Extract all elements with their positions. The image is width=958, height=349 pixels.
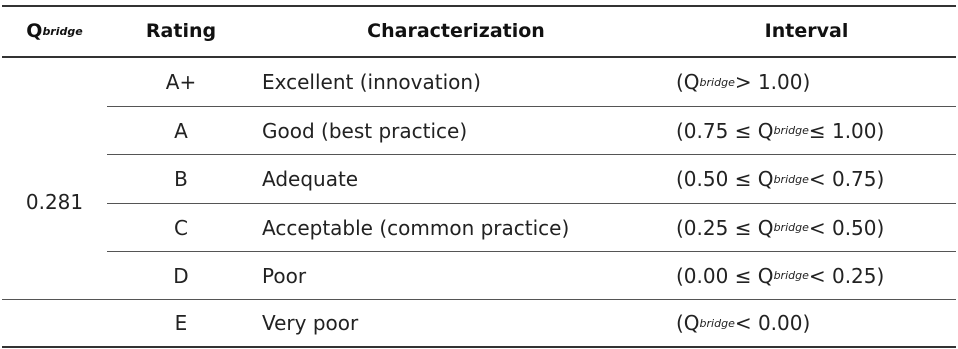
interval-suffix: < 0.00) — [734, 311, 811, 335]
interval-prefix: (0.75 ≤ Q — [676, 118, 774, 143]
interval-prefix: (Q — [676, 70, 700, 94]
rating-cell: A — [174, 118, 188, 143]
interval-cell — [676, 155, 956, 203]
header-interval: Interval — [764, 20, 849, 42]
characterization-cell: Acceptable (common practice) — [262, 215, 570, 240]
header-rating: Rating — [145, 20, 217, 42]
header-characterization: Characterization — [367, 20, 545, 42]
interval-suffix: ≤ 1.00) — [808, 118, 885, 143]
interval-cell — [676, 300, 956, 346]
characterization-cell: Excellent (innovation) — [262, 70, 481, 94]
interval-suffix: > 1.00) — [734, 70, 811, 94]
characterization-cell: Good (best practice) — [262, 118, 468, 143]
rating-cell: B — [174, 167, 188, 191]
interval-subscript: bridge — [699, 75, 735, 89]
interval-prefix: (0.00 ≤ Q — [676, 263, 774, 288]
bottom-rule — [2, 346, 956, 348]
interval-subscript: bridge — [699, 316, 735, 330]
interval-cell — [676, 252, 956, 299]
interval-suffix: < 0.50) — [808, 215, 885, 240]
interval-cell — [676, 107, 956, 154]
characterization-cell: Adequate — [262, 167, 359, 191]
interval-suffix: < 0.25) — [808, 263, 885, 288]
interval-prefix: (0.50 ≤ Q — [676, 167, 774, 191]
interval-subscript: bridge — [773, 124, 809, 137]
header-q-bridge — [2, 6, 107, 56]
interval-suffix: < 0.75) — [808, 167, 885, 191]
interval-prefix: (0.25 ≤ Q — [676, 215, 774, 240]
rating-cell: D — [173, 263, 189, 288]
interval-subscript: bridge — [773, 269, 809, 282]
rating-cell: C — [174, 215, 188, 240]
characterization-cell: Very poor — [262, 311, 359, 335]
rating-cell: A+ — [165, 70, 197, 94]
q-subscript: bridge — [42, 24, 83, 38]
interval-subscript: bridge — [773, 221, 809, 234]
characterization-cell: Poor — [262, 263, 307, 288]
interval-cell — [676, 204, 956, 251]
q-value: 0.281 — [25, 190, 84, 214]
q-symbol: Q — [26, 20, 43, 42]
interval-subscript: bridge — [773, 172, 809, 186]
interval-cell — [676, 58, 956, 106]
interval-prefix: (Q — [676, 311, 700, 335]
rating-cell: E — [174, 311, 188, 335]
